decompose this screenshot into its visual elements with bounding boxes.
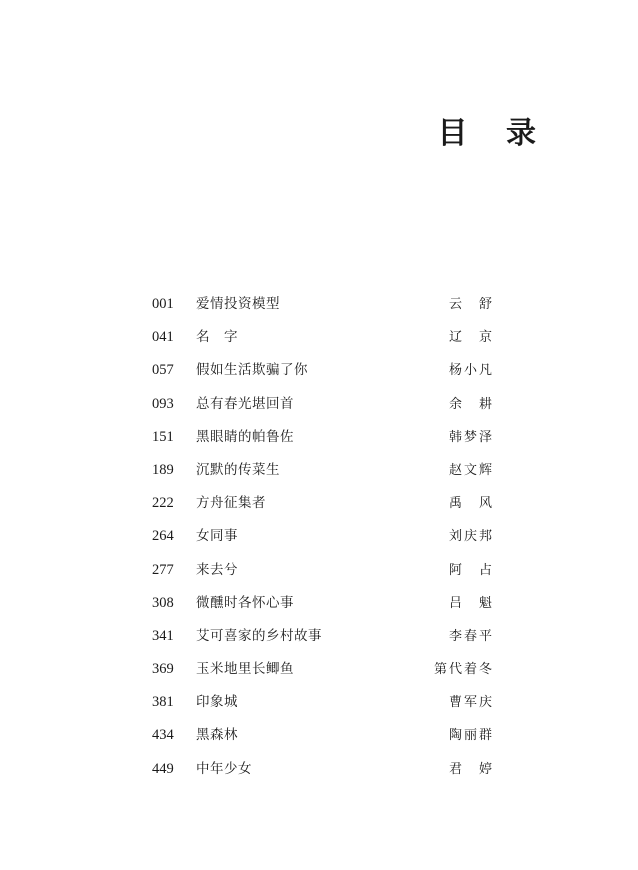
toc-entry-title: 玉米地里长鲫鱼 (196, 661, 294, 678)
toc-page-number: 449 (152, 760, 174, 777)
toc-entry-title: 黑眼睛的帕鲁佐 (196, 428, 294, 445)
toc-entry-author: 云 舒 (448, 297, 494, 312)
toc-page-number: 341 (152, 627, 174, 644)
toc-entry[interactable] (150, 554, 494, 587)
toc-page-number: 308 (152, 594, 174, 611)
toc-entry[interactable] (150, 454, 494, 487)
toc-entry[interactable] (150, 719, 494, 752)
toc-entry-author: 赵文辉 (448, 462, 494, 478)
toc-entry-author: 辽 京 (448, 330, 494, 346)
toc-entry-author: 君 婷 (448, 761, 494, 777)
toc-entry-author: 李春平 (448, 628, 494, 644)
toc-entry-title: 微醺时各怀心事 (196, 594, 294, 611)
toc-entry-author: 禹 风 (448, 496, 494, 512)
toc-entry-author: 阿 占 (448, 562, 494, 578)
toc-page-number: 041 (152, 329, 174, 346)
toc-page-number: 189 (152, 461, 174, 478)
toc-entry[interactable] (150, 421, 494, 454)
toc-entry[interactable] (150, 653, 494, 686)
toc-entry-author: 曹军庆 (448, 695, 494, 711)
toc-entry[interactable] (150, 354, 494, 387)
toc-entry-title: 爱情投资模型 (196, 296, 280, 312)
toc-entry-author: 第代着冬 (433, 662, 494, 678)
toc-entry-title: 黑森林 (196, 727, 238, 744)
toc-entry[interactable] (150, 388, 494, 421)
toc-entry-title: 来去兮 (196, 561, 238, 578)
toc-entry[interactable] (150, 520, 494, 553)
toc-entry[interactable] (150, 620, 494, 653)
toc-page-number: 434 (152, 727, 174, 744)
toc-entry[interactable] (150, 686, 494, 719)
toc-page-number: 369 (152, 661, 174, 678)
toc-entry-author: 杨小凡 (448, 363, 494, 379)
toc-page-number: 277 (152, 561, 174, 578)
toc-entry[interactable] (150, 753, 494, 786)
toc-page-number: 001 (152, 296, 174, 312)
toc-entry-title: 沉默的传菜生 (196, 461, 280, 478)
toc-entry-title: 总有春光堪回首 (196, 395, 294, 412)
toc-entry[interactable] (150, 321, 494, 354)
toc-page-number: 151 (152, 428, 174, 445)
toc-entry-title: 中年少女 (196, 760, 252, 777)
toc-entry-title: 女同事 (196, 528, 238, 545)
toc-entry[interactable] (150, 587, 494, 620)
toc-page-number: 222 (152, 495, 174, 512)
toc-page-number: 093 (152, 395, 174, 412)
toc-entry-title: 方舟征集者 (196, 495, 266, 512)
toc-entry-title: 假如生活欺骗了你 (196, 362, 308, 379)
toc-entry-author: 韩梦泽 (448, 429, 494, 445)
toc-entry-title: 名 字 (196, 329, 238, 346)
page-title: 目 录 (437, 116, 550, 151)
toc-page-number: 057 (152, 362, 174, 379)
toc-page-number: 381 (152, 694, 174, 711)
toc-entry[interactable] (150, 487, 494, 520)
toc-page-number: 264 (152, 528, 174, 545)
toc-entry-title: 艾可喜家的乡村故事 (196, 627, 322, 644)
toc-entry-author: 吕 魁 (448, 595, 494, 611)
table-of-contents (150, 288, 494, 786)
toc-entry-title: 印象城 (196, 694, 238, 711)
toc-entry-author: 刘庆邦 (448, 529, 494, 545)
toc-entry[interactable] (150, 288, 494, 321)
toc-entry-author: 陶丽群 (448, 728, 494, 744)
toc-entry-author: 余 耕 (448, 396, 494, 412)
